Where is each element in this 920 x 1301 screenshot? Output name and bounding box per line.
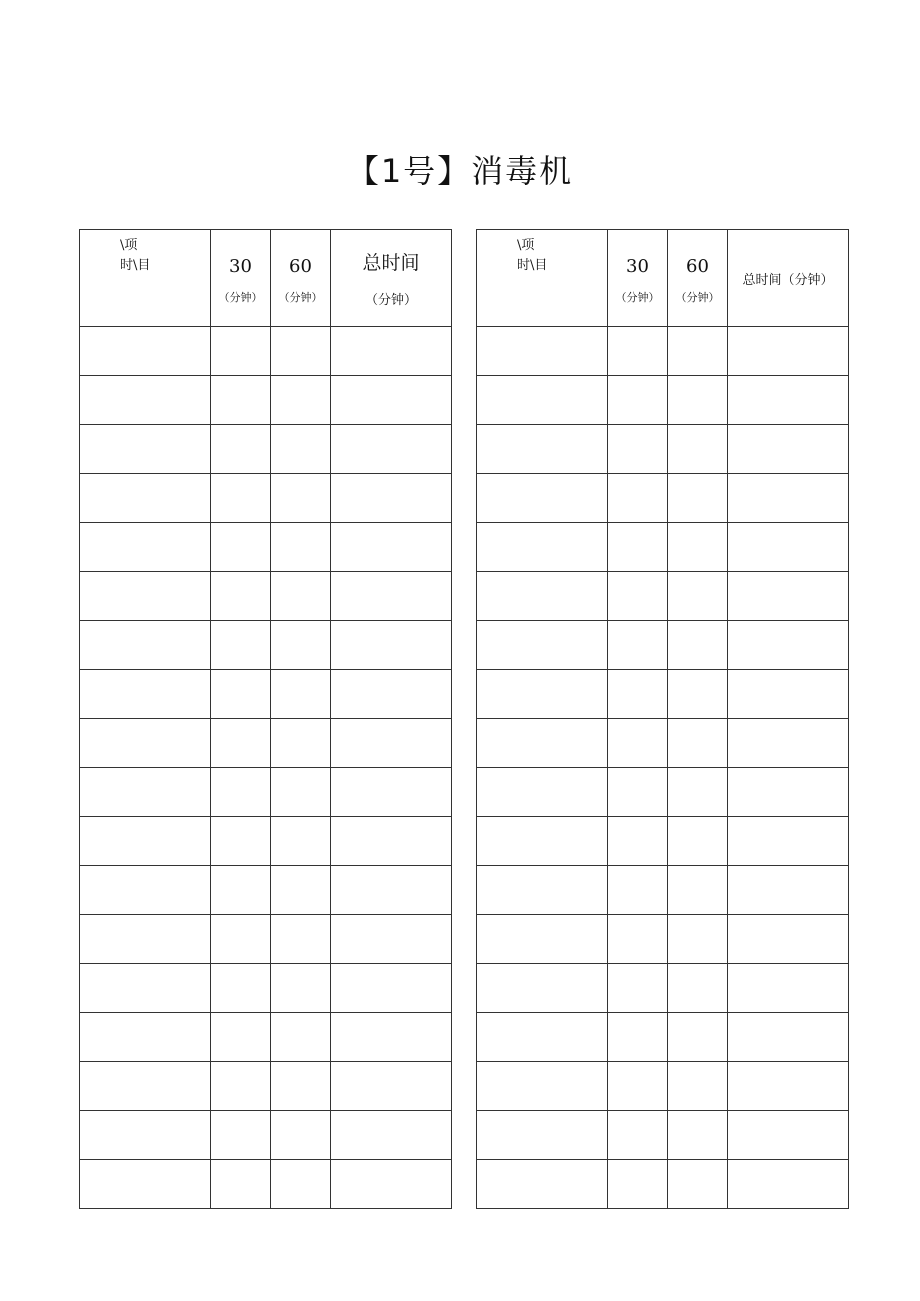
right-cell-min30[interactable] <box>608 719 668 768</box>
right-cell-min30[interactable] <box>608 1062 668 1111</box>
right-cell-min30[interactable] <box>608 964 668 1013</box>
left-total-unit: （分钟） <box>364 293 417 308</box>
left-cell-min30[interactable] <box>211 572 271 621</box>
right-cell-min60[interactable] <box>668 964 728 1013</box>
right-diag-bottom-label: 时\目 <box>517 258 548 273</box>
right-cell-min30[interactable] <box>608 817 668 866</box>
left-cell-min60[interactable] <box>271 523 331 572</box>
left-table-row <box>80 964 452 1013</box>
right-cell-min60[interactable] <box>668 817 728 866</box>
left-table-row <box>80 768 452 817</box>
left-cell-time[interactable] <box>80 376 211 425</box>
left-table-row <box>80 915 452 964</box>
right-col-60-value: 60 <box>686 255 709 277</box>
right-cell-time[interactable] <box>477 817 608 866</box>
left-cell-time[interactable] <box>80 719 211 768</box>
left-cell-min30[interactable] <box>211 915 271 964</box>
left-cell-total[interactable] <box>331 719 452 768</box>
right-table-row <box>477 915 849 964</box>
left-col-60-header <box>271 230 331 327</box>
right-table-row <box>477 719 849 768</box>
right-cell-min30[interactable] <box>608 915 668 964</box>
left-cell-time[interactable] <box>80 1160 211 1209</box>
right-table-row <box>477 817 849 866</box>
right-cell-total[interactable] <box>728 621 849 670</box>
right-cell-total[interactable] <box>728 376 849 425</box>
right-cell-time[interactable] <box>477 376 608 425</box>
left-cell-min30[interactable] <box>211 327 271 376</box>
left-cell-min30[interactable] <box>211 866 271 915</box>
left-cell-min60[interactable] <box>271 866 331 915</box>
right-cell-min30[interactable] <box>608 425 668 474</box>
left-cell-min30[interactable] <box>211 1160 271 1209</box>
right-cell-time[interactable] <box>477 425 608 474</box>
right-table-row <box>477 866 849 915</box>
right-col-30-unit: （分钟） <box>615 290 660 304</box>
right-table-row <box>477 621 849 670</box>
left-total-header <box>331 230 452 327</box>
left-cell-min60[interactable] <box>271 327 331 376</box>
right-cell-total[interactable] <box>728 1111 849 1160</box>
left-cell-min30[interactable] <box>211 719 271 768</box>
left-table-row <box>80 1111 452 1160</box>
right-cell-min30[interactable] <box>608 572 668 621</box>
right-log-table <box>476 229 849 1209</box>
left-cell-min30[interactable] <box>211 1062 271 1111</box>
left-cell-min60[interactable] <box>271 915 331 964</box>
right-cell-min60[interactable] <box>668 866 728 915</box>
left-cell-time[interactable] <box>80 817 211 866</box>
right-cell-min30[interactable] <box>608 670 668 719</box>
left-table-row <box>80 866 452 915</box>
left-table-row <box>80 523 452 572</box>
right-cell-total[interactable] <box>728 964 849 1013</box>
right-total-label: 总时间（分钟） <box>742 272 834 288</box>
left-col-30-unit: （分钟） <box>218 290 263 304</box>
right-cell-total[interactable] <box>728 670 849 719</box>
left-cell-min60[interactable] <box>271 1160 331 1209</box>
right-cell-total[interactable] <box>728 425 849 474</box>
left-diag-bottom-label: 时\目 <box>120 258 151 273</box>
left-cell-total[interactable] <box>331 1013 452 1062</box>
right-cell-time[interactable] <box>477 719 608 768</box>
right-cell-min60[interactable] <box>668 425 728 474</box>
left-cell-min30[interactable] <box>211 670 271 719</box>
right-cell-min60[interactable] <box>668 474 728 523</box>
left-cell-min30[interactable] <box>211 817 271 866</box>
right-cell-min60[interactable] <box>668 670 728 719</box>
right-cell-min30[interactable] <box>608 866 668 915</box>
right-cell-total[interactable] <box>728 915 849 964</box>
right-cell-min60[interactable] <box>668 719 728 768</box>
left-cell-min30[interactable] <box>211 964 271 1013</box>
left-cell-total[interactable] <box>331 1160 452 1209</box>
right-cell-min30[interactable] <box>608 1160 668 1209</box>
right-cell-time[interactable] <box>477 1062 608 1111</box>
left-cell-time[interactable] <box>80 866 211 915</box>
right-cell-total[interactable] <box>728 327 849 376</box>
right-table-body <box>477 327 849 1209</box>
right-total-header <box>728 230 849 327</box>
left-header-row <box>80 230 452 327</box>
left-table-row <box>80 327 452 376</box>
left-cell-min30[interactable] <box>211 376 271 425</box>
right-cell-time[interactable] <box>477 964 608 1013</box>
right-table-row <box>477 670 849 719</box>
left-cell-min60[interactable] <box>271 621 331 670</box>
left-cell-total[interactable] <box>331 572 452 621</box>
left-cell-time[interactable] <box>80 768 211 817</box>
left-cell-total[interactable] <box>331 1062 452 1111</box>
right-cell-min60[interactable] <box>668 1062 728 1111</box>
right-cell-time[interactable] <box>477 768 608 817</box>
left-diag-top-label: \项 <box>120 238 138 253</box>
right-cell-min60[interactable] <box>668 1111 728 1160</box>
right-cell-min30[interactable] <box>608 327 668 376</box>
right-cell-time[interactable] <box>477 915 608 964</box>
right-col-30-value: 30 <box>626 255 649 277</box>
left-table-body <box>80 327 452 1209</box>
right-diagonal-header <box>477 230 608 327</box>
left-cell-time[interactable] <box>80 964 211 1013</box>
right-cell-min30[interactable] <box>608 1013 668 1062</box>
right-cell-time[interactable] <box>477 572 608 621</box>
left-cell-total[interactable] <box>331 866 452 915</box>
left-total-label: 总时间 <box>362 252 420 274</box>
left-col-30-value: 30 <box>229 255 252 277</box>
right-table-row <box>477 376 849 425</box>
left-table-row <box>80 1062 452 1111</box>
right-cell-time[interactable] <box>477 670 608 719</box>
right-cell-time[interactable] <box>477 1013 608 1062</box>
left-cell-min60[interactable] <box>271 768 331 817</box>
left-cell-time[interactable] <box>80 1013 211 1062</box>
right-cell-min30[interactable] <box>608 474 668 523</box>
left-cell-min30[interactable] <box>211 1013 271 1062</box>
right-cell-min30[interactable] <box>608 621 668 670</box>
left-cell-total[interactable] <box>331 1111 452 1160</box>
right-cell-min30[interactable] <box>608 1111 668 1160</box>
left-table-row <box>80 474 452 523</box>
left-cell-time[interactable] <box>80 915 211 964</box>
left-table-row <box>80 425 452 474</box>
left-cell-min60[interactable] <box>271 964 331 1013</box>
left-cell-min30[interactable] <box>211 474 271 523</box>
right-cell-total[interactable] <box>728 523 849 572</box>
right-cell-time[interactable] <box>477 1160 608 1209</box>
right-table-row <box>477 1013 849 1062</box>
left-cell-total[interactable] <box>331 425 452 474</box>
right-col-60-header <box>668 230 728 327</box>
left-cell-time[interactable] <box>80 327 211 376</box>
right-cell-total[interactable] <box>728 474 849 523</box>
right-cell-time[interactable] <box>477 327 608 376</box>
right-cell-min60[interactable] <box>668 768 728 817</box>
right-table-row <box>477 768 849 817</box>
left-cell-time[interactable] <box>80 572 211 621</box>
right-col-30-header <box>608 230 668 327</box>
right-cell-time[interactable] <box>477 1111 608 1160</box>
right-table-row <box>477 474 849 523</box>
left-col-60-value: 60 <box>289 255 312 277</box>
left-cell-time[interactable] <box>80 425 211 474</box>
right-table-row <box>477 1111 849 1160</box>
right-cell-min60[interactable] <box>668 572 728 621</box>
left-cell-min60[interactable] <box>271 376 331 425</box>
right-header-row <box>477 230 849 327</box>
right-cell-total[interactable] <box>728 1062 849 1111</box>
right-cell-time[interactable] <box>477 474 608 523</box>
right-table-row <box>477 1062 849 1111</box>
left-log-table <box>79 229 452 1209</box>
right-cell-total[interactable] <box>728 1013 849 1062</box>
right-cell-min30[interactable] <box>608 768 668 817</box>
right-table-row <box>477 327 849 376</box>
left-cell-min30[interactable] <box>211 523 271 572</box>
right-cell-time[interactable] <box>477 621 608 670</box>
right-cell-total[interactable] <box>728 866 849 915</box>
left-cell-min60[interactable] <box>271 1013 331 1062</box>
left-cell-total[interactable] <box>331 474 452 523</box>
left-cell-min30[interactable] <box>211 768 271 817</box>
left-cell-min30[interactable] <box>211 425 271 474</box>
right-table-row <box>477 964 849 1013</box>
page-title: 【1号】消毒机 <box>346 152 574 190</box>
left-cell-time[interactable] <box>80 1111 211 1160</box>
right-table-row <box>477 572 849 621</box>
left-cell-time[interactable] <box>80 523 211 572</box>
left-cell-time[interactable] <box>80 670 211 719</box>
left-table-row <box>80 376 452 425</box>
left-col-30-header <box>211 230 271 327</box>
right-cell-min60[interactable] <box>668 376 728 425</box>
right-cell-min30[interactable] <box>608 523 668 572</box>
left-cell-min60[interactable] <box>271 719 331 768</box>
left-table-row <box>80 621 452 670</box>
left-cell-min60[interactable] <box>271 817 331 866</box>
left-table-row <box>80 817 452 866</box>
right-cell-total[interactable] <box>728 768 849 817</box>
left-cell-min60[interactable] <box>271 425 331 474</box>
right-cell-min60[interactable] <box>668 523 728 572</box>
left-cell-total[interactable] <box>331 376 452 425</box>
left-cell-min60[interactable] <box>271 1062 331 1111</box>
left-cell-total[interactable] <box>331 670 452 719</box>
right-table-row <box>477 523 849 572</box>
left-table-row <box>80 572 452 621</box>
left-cell-total[interactable] <box>331 768 452 817</box>
left-diagonal-header <box>80 230 211 327</box>
right-diag-top-label: \项 <box>517 238 535 253</box>
left-cell-min30[interactable] <box>211 621 271 670</box>
right-cell-time[interactable] <box>477 523 608 572</box>
left-cell-time[interactable] <box>80 621 211 670</box>
right-cell-min30[interactable] <box>608 376 668 425</box>
right-table-row <box>477 1160 849 1209</box>
left-cell-min60[interactable] <box>271 474 331 523</box>
left-cell-total[interactable] <box>331 327 452 376</box>
right-cell-min60[interactable] <box>668 915 728 964</box>
right-cell-time[interactable] <box>477 866 608 915</box>
left-cell-total[interactable] <box>331 817 452 866</box>
left-cell-min60[interactable] <box>271 572 331 621</box>
right-table-row <box>477 425 849 474</box>
right-cell-total[interactable] <box>728 572 849 621</box>
left-col-60-unit: （分钟） <box>278 290 323 304</box>
left-table-row <box>80 1160 452 1209</box>
right-col-60-unit: （分钟） <box>675 290 720 304</box>
right-cell-min60[interactable] <box>668 621 728 670</box>
left-cell-min60[interactable] <box>271 1111 331 1160</box>
right-cell-total[interactable] <box>728 1160 849 1209</box>
left-cell-min60[interactable] <box>271 670 331 719</box>
left-table-row <box>80 1013 452 1062</box>
left-cell-min30[interactable] <box>211 1111 271 1160</box>
right-cell-total[interactable] <box>728 817 849 866</box>
left-cell-time[interactable] <box>80 474 211 523</box>
right-cell-min60[interactable] <box>668 327 728 376</box>
right-cell-min60[interactable] <box>668 1160 728 1209</box>
left-cell-time[interactable] <box>80 1062 211 1111</box>
left-cell-total[interactable] <box>331 964 452 1013</box>
left-cell-total[interactable] <box>331 523 452 572</box>
right-cell-total[interactable] <box>728 719 849 768</box>
left-table-row <box>80 719 452 768</box>
right-cell-min60[interactable] <box>668 1013 728 1062</box>
left-cell-total[interactable] <box>331 915 452 964</box>
left-cell-total[interactable] <box>331 621 452 670</box>
left-table-row <box>80 670 452 719</box>
